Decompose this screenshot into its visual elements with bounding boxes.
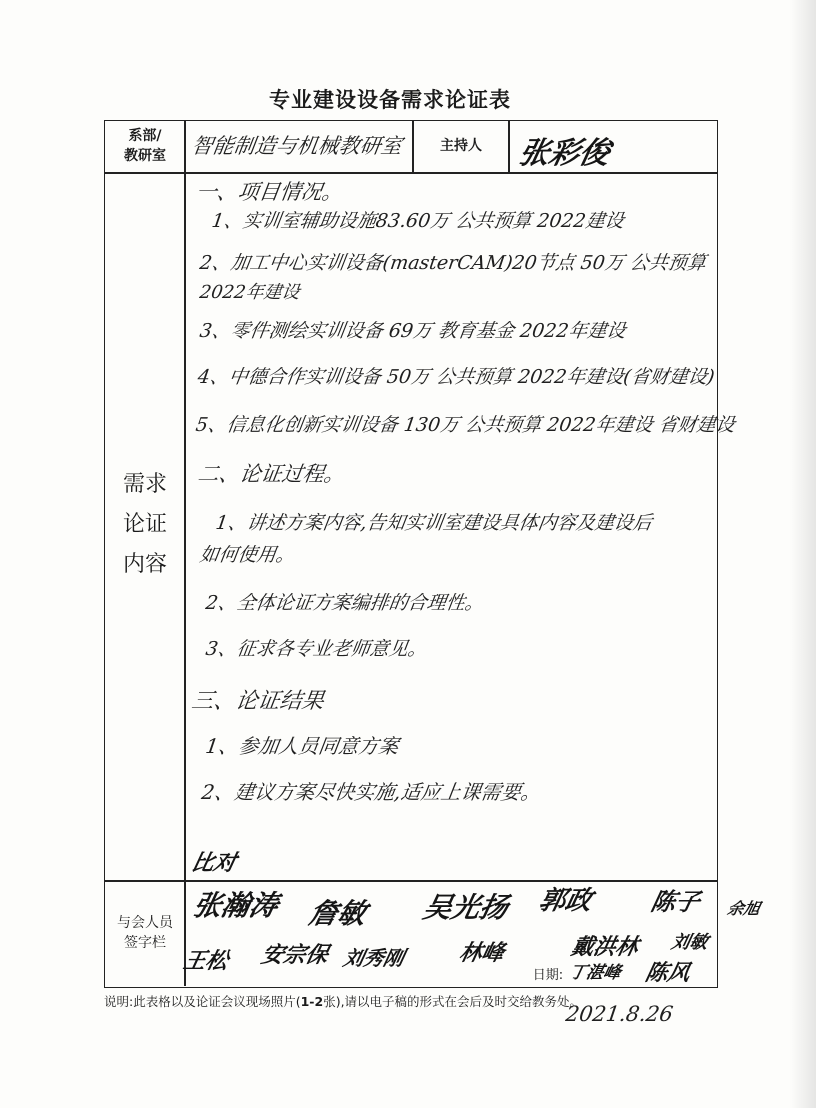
footnote-bold: 1-2: [300, 994, 324, 1009]
section3-item: 2、建议方案尽快实施,适应上课需要。: [200, 780, 543, 804]
signature: 比对: [188, 850, 239, 876]
department-label: 系部/ 教研室: [124, 128, 166, 164]
signature: 陈子: [648, 887, 703, 916]
footnote: [104, 992, 582, 1010]
section2-item: 1、讲述方案内容,告知实训室建设具体内容及建设后: [214, 512, 654, 534]
section1-item: 3、零件测绘实训设备 69万 教育基金 2022年建设: [198, 320, 628, 342]
footnote-prefix: 说明:此表格以及论证会议现场照片(: [104, 994, 301, 1009]
row-divider: [104, 172, 718, 174]
section1-title: 一、项目情况。: [194, 180, 345, 204]
handwritten-date: 2021.8.26: [564, 1002, 675, 1026]
scan-edge-shadow: [790, 0, 816, 1108]
signature: 张瀚涛: [190, 889, 282, 922]
signatures-label: 与会人员 签字栏: [117, 915, 173, 951]
signature: 刘秀刚: [341, 946, 407, 970]
section3-title: 三、论证结果: [189, 689, 326, 714]
section1-item: 2022年建设: [198, 282, 302, 303]
signature: 詹敏: [306, 897, 370, 930]
signature: 吴光扬: [420, 891, 512, 924]
section3-item: 1、参加人员同意方案: [204, 734, 401, 758]
content-label: 需求 论证 内容: [122, 472, 167, 577]
section1-item: 4、中德合作实训设备 50万 公共预算 2022年建设(省财建设): [196, 366, 716, 388]
section1-item: 2、加工中心实训设备(masterCAM)20节点 50万 公共预算: [198, 252, 708, 274]
signature: 刘敏: [669, 932, 710, 953]
page-title: 专业建设设备需求论证表: [269, 87, 511, 112]
signature: 王松: [180, 948, 231, 974]
signature: 郭政: [536, 886, 595, 916]
host-signature: 张彩俊: [515, 136, 613, 171]
section2-title: 二、论证过程。: [196, 462, 347, 486]
department-value: 智能制造与机械教研室: [190, 134, 404, 158]
section1-item: 5、信息化创新实训设备 130万 公共预算 2022年建设 省财建设: [194, 414, 737, 436]
signature: 陈风: [642, 960, 693, 986]
signature: 安宗保: [258, 942, 331, 968]
col-divider: [184, 120, 186, 986]
date-label: 日期:: [532, 968, 564, 983]
section2-item: 3、征求各专业老师意见。: [204, 638, 429, 660]
col-divider: [508, 120, 510, 173]
row-divider: [104, 880, 718, 882]
signature: 林峰: [456, 940, 507, 966]
signature: 丁湛峰: [567, 963, 623, 983]
signature: 余旭: [725, 899, 762, 918]
footnote-suffix: 张),请以电子稿的形式在会后及时交给教务处。: [323, 994, 583, 1009]
section1-item: 1、实训室辅助设施83.60万 公共预算 2022建设: [210, 210, 626, 232]
host-label: 主持人: [440, 138, 482, 154]
section2-item: 2、全体论证方案编排的合理性。: [204, 592, 486, 614]
section2-item: 如何使用。: [198, 544, 297, 566]
signature: 戴洪林: [568, 934, 641, 960]
